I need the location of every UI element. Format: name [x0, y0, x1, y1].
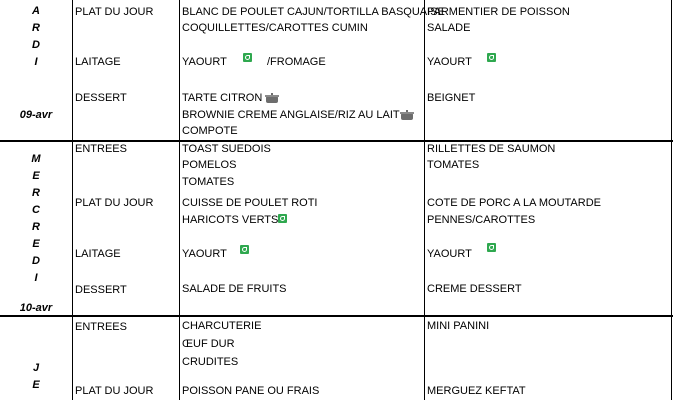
menu1-item: TOMATES [182, 176, 235, 188]
day-letter: A [32, 5, 40, 17]
menu1-item: COMPOTE [182, 125, 238, 137]
menu1-item: BROWNIE CREME ANGLAISE/RIZ AU LAIT [182, 109, 400, 121]
menu1-item: COQUILLETTES/CAROTTES CUMIN [182, 22, 368, 34]
organic-label-icon [487, 53, 496, 62]
day-letter: M [31, 153, 41, 165]
menu1-item: CRUDITES [182, 356, 239, 368]
category-label: PLAT DU JOUR [75, 197, 154, 209]
column-divider [424, 0, 425, 400]
menu1-item: BLANC DE POULET CAJUN/TORTILLA BASQUAISE [182, 6, 445, 18]
day-letter: R [32, 187, 40, 199]
menu1-item: TARTE CITRON [182, 92, 263, 104]
day-separator [0, 140, 673, 142]
cooking-pot-icon [399, 109, 415, 121]
menu1-item: CUISSE DE POULET ROTI [182, 197, 318, 209]
menu1-item: SALADE DE FRUITS [182, 283, 287, 295]
column-divider [72, 0, 73, 400]
day-letter: E [32, 170, 40, 182]
column-divider [179, 0, 180, 400]
day-letter: E [32, 238, 40, 250]
column-divider [671, 0, 672, 400]
category-label: PLAT DU JOUR [75, 6, 154, 18]
menu1-item: POISSON PANE OU FRAIS [182, 385, 320, 397]
menu1-item: TOAST SUEDOIS [182, 143, 271, 155]
menu2-item: RILLETTES DE SAUMON [427, 143, 556, 155]
category-label: LAITAGE [75, 248, 121, 260]
menu2-item: PARMENTIER DE POISSON [427, 6, 570, 18]
menu1-item: CHARCUTERIE [182, 320, 262, 332]
menu1-item: ŒUF DUR [182, 338, 235, 350]
menu1-item: POMELOS [182, 159, 237, 171]
menu2-item: BEIGNET [427, 92, 476, 104]
menu1-item: YAOURT [182, 56, 227, 68]
menu2-item: TOMATES [427, 159, 480, 171]
organic-label-icon [278, 214, 287, 223]
menu2-item: MERGUEZ KEFTAT [427, 385, 526, 397]
day-letter: I [34, 56, 38, 68]
day-letter: R [32, 221, 40, 233]
organic-label-icon [487, 243, 496, 252]
menu2-item: MINI PANINI [427, 320, 490, 332]
menu2-item: CREME DESSERT [427, 283, 522, 295]
day-letter: J [32, 362, 40, 374]
menu1-item: YAOURT [182, 248, 227, 260]
category-label: ENTREES [75, 321, 127, 333]
category-label: DESSERT [75, 92, 127, 104]
organic-label-icon [243, 53, 252, 62]
category-label: ENTREES [75, 143, 127, 155]
day-letter: E [32, 379, 40, 391]
day-letter: D [32, 39, 40, 51]
cooking-pot-icon [264, 92, 280, 104]
day-date: 09-avr [19, 109, 53, 121]
menu2-item: COTE DE PORC A LA MOUTARDE [427, 197, 601, 209]
day-letter: R [32, 22, 40, 34]
menu1-item: /FROMAGE [267, 56, 326, 68]
organic-label-icon [240, 245, 249, 254]
day-letter: I [34, 272, 38, 284]
category-label: DESSERT [75, 284, 127, 296]
menu1-item: HARICOTS VERTS [182, 214, 279, 226]
menu2-item: SALADE [427, 22, 471, 34]
category-label: PLAT DU JOUR [75, 385, 154, 397]
day-letter: D [32, 255, 40, 267]
menu2-item: YAOURT [427, 248, 472, 260]
day-letter: C [32, 204, 40, 216]
day-date: 10-avr [19, 302, 53, 314]
day-separator [0, 315, 673, 317]
menu2-item: PENNES/CAROTTES [427, 214, 536, 226]
category-label: LAITAGE [75, 56, 121, 68]
menu2-item: YAOURT [427, 56, 472, 68]
